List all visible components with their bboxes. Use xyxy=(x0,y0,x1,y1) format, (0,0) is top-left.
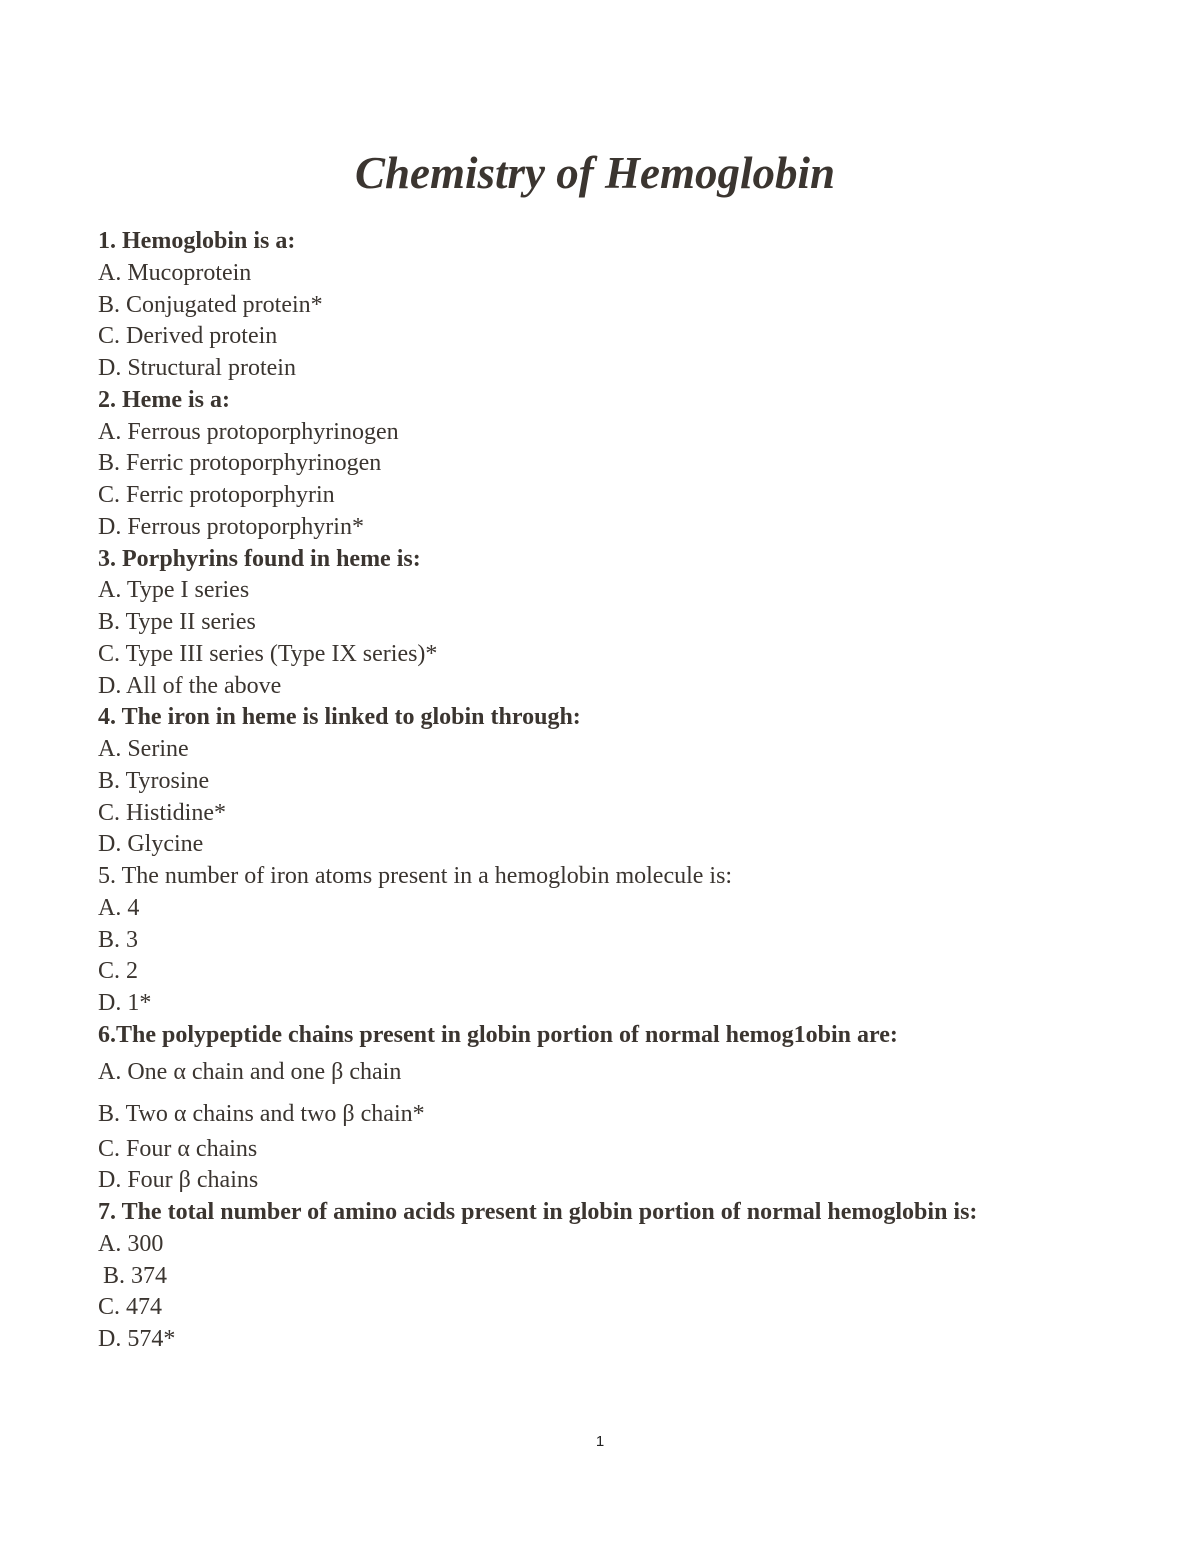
answer-option: B. Tyrosine xyxy=(98,767,210,794)
page-number: 1 xyxy=(595,1433,605,1450)
question-4 xyxy=(98,702,1178,861)
answer-option: A. Serine xyxy=(98,736,189,762)
answer-option: D. All of the above xyxy=(98,672,282,699)
answer-option: D. Ferrous protoporphyrin* xyxy=(98,513,364,540)
answer-option: D. Four β chains xyxy=(98,1167,259,1194)
question-stem: 4. The iron in heme is linked to globin through: xyxy=(98,704,581,731)
answer-option: A. 4 xyxy=(98,894,140,921)
answer-option: B. 374 xyxy=(103,1262,168,1289)
question-list xyxy=(98,226,1178,1356)
question-stem: 2. Heme is a: xyxy=(98,386,230,413)
question-stem: 6.The polypeptide chains present in globin portion of normal hemog1obin are: xyxy=(98,1021,898,1048)
answer-option: B. Ferric protoporphyrinogen xyxy=(98,450,382,477)
answer-option: C. Type III series (Type IX series)* xyxy=(98,640,438,667)
answer-option: D. 574* xyxy=(98,1326,176,1352)
page-title: Chemistry of Hemoglobin xyxy=(354,148,835,198)
answer-option: C. Ferric protoporphyrin xyxy=(98,482,335,508)
answer-option: A. Type I series xyxy=(98,577,250,604)
answer-option: C. 474 xyxy=(98,1294,163,1321)
question-stem: 1. Hemoglobin is a: xyxy=(98,228,296,254)
question-stem: 7. The total number of amino acids present in globin portion of normal hemoglobin is: xyxy=(98,1199,978,1225)
question-5 xyxy=(98,861,1178,1020)
question-3 xyxy=(98,544,1178,703)
question-1 xyxy=(98,226,1178,385)
question-2 xyxy=(98,385,1178,544)
answer-option: A. 300 xyxy=(98,1230,164,1257)
answer-option: B. 3 xyxy=(98,926,139,953)
answer-option: C. Four α chains xyxy=(98,1135,258,1162)
answer-option: A. Mucoprotein xyxy=(98,259,252,286)
answer-option: D. 1* xyxy=(98,990,152,1016)
answer-option: B. Type II series xyxy=(98,609,256,635)
answer-option: A. One α chain and one β chain xyxy=(98,1058,402,1085)
answer-option: B. Conjugated protein* xyxy=(98,291,323,318)
answer-option: C. Derived protein xyxy=(98,323,278,350)
answer-option: A. Ferrous protoporphyrinogen xyxy=(98,418,399,445)
question-7 xyxy=(98,1197,1178,1356)
question-stem: 3. Porphyrins found in heme is: xyxy=(98,545,421,572)
answer-option: D. Glycine xyxy=(98,831,204,858)
answer-option: B. Two α chains and two β chain* xyxy=(98,1100,425,1127)
answer-option: D. Structural protein xyxy=(98,355,296,381)
answer-option: C. 2 xyxy=(98,958,139,985)
question-stem: 5. The number of iron atoms present in a hemoglobin molecule is: xyxy=(98,863,733,889)
answer-option: C. Histidine* xyxy=(98,799,227,826)
question-6 xyxy=(98,1020,1178,1197)
